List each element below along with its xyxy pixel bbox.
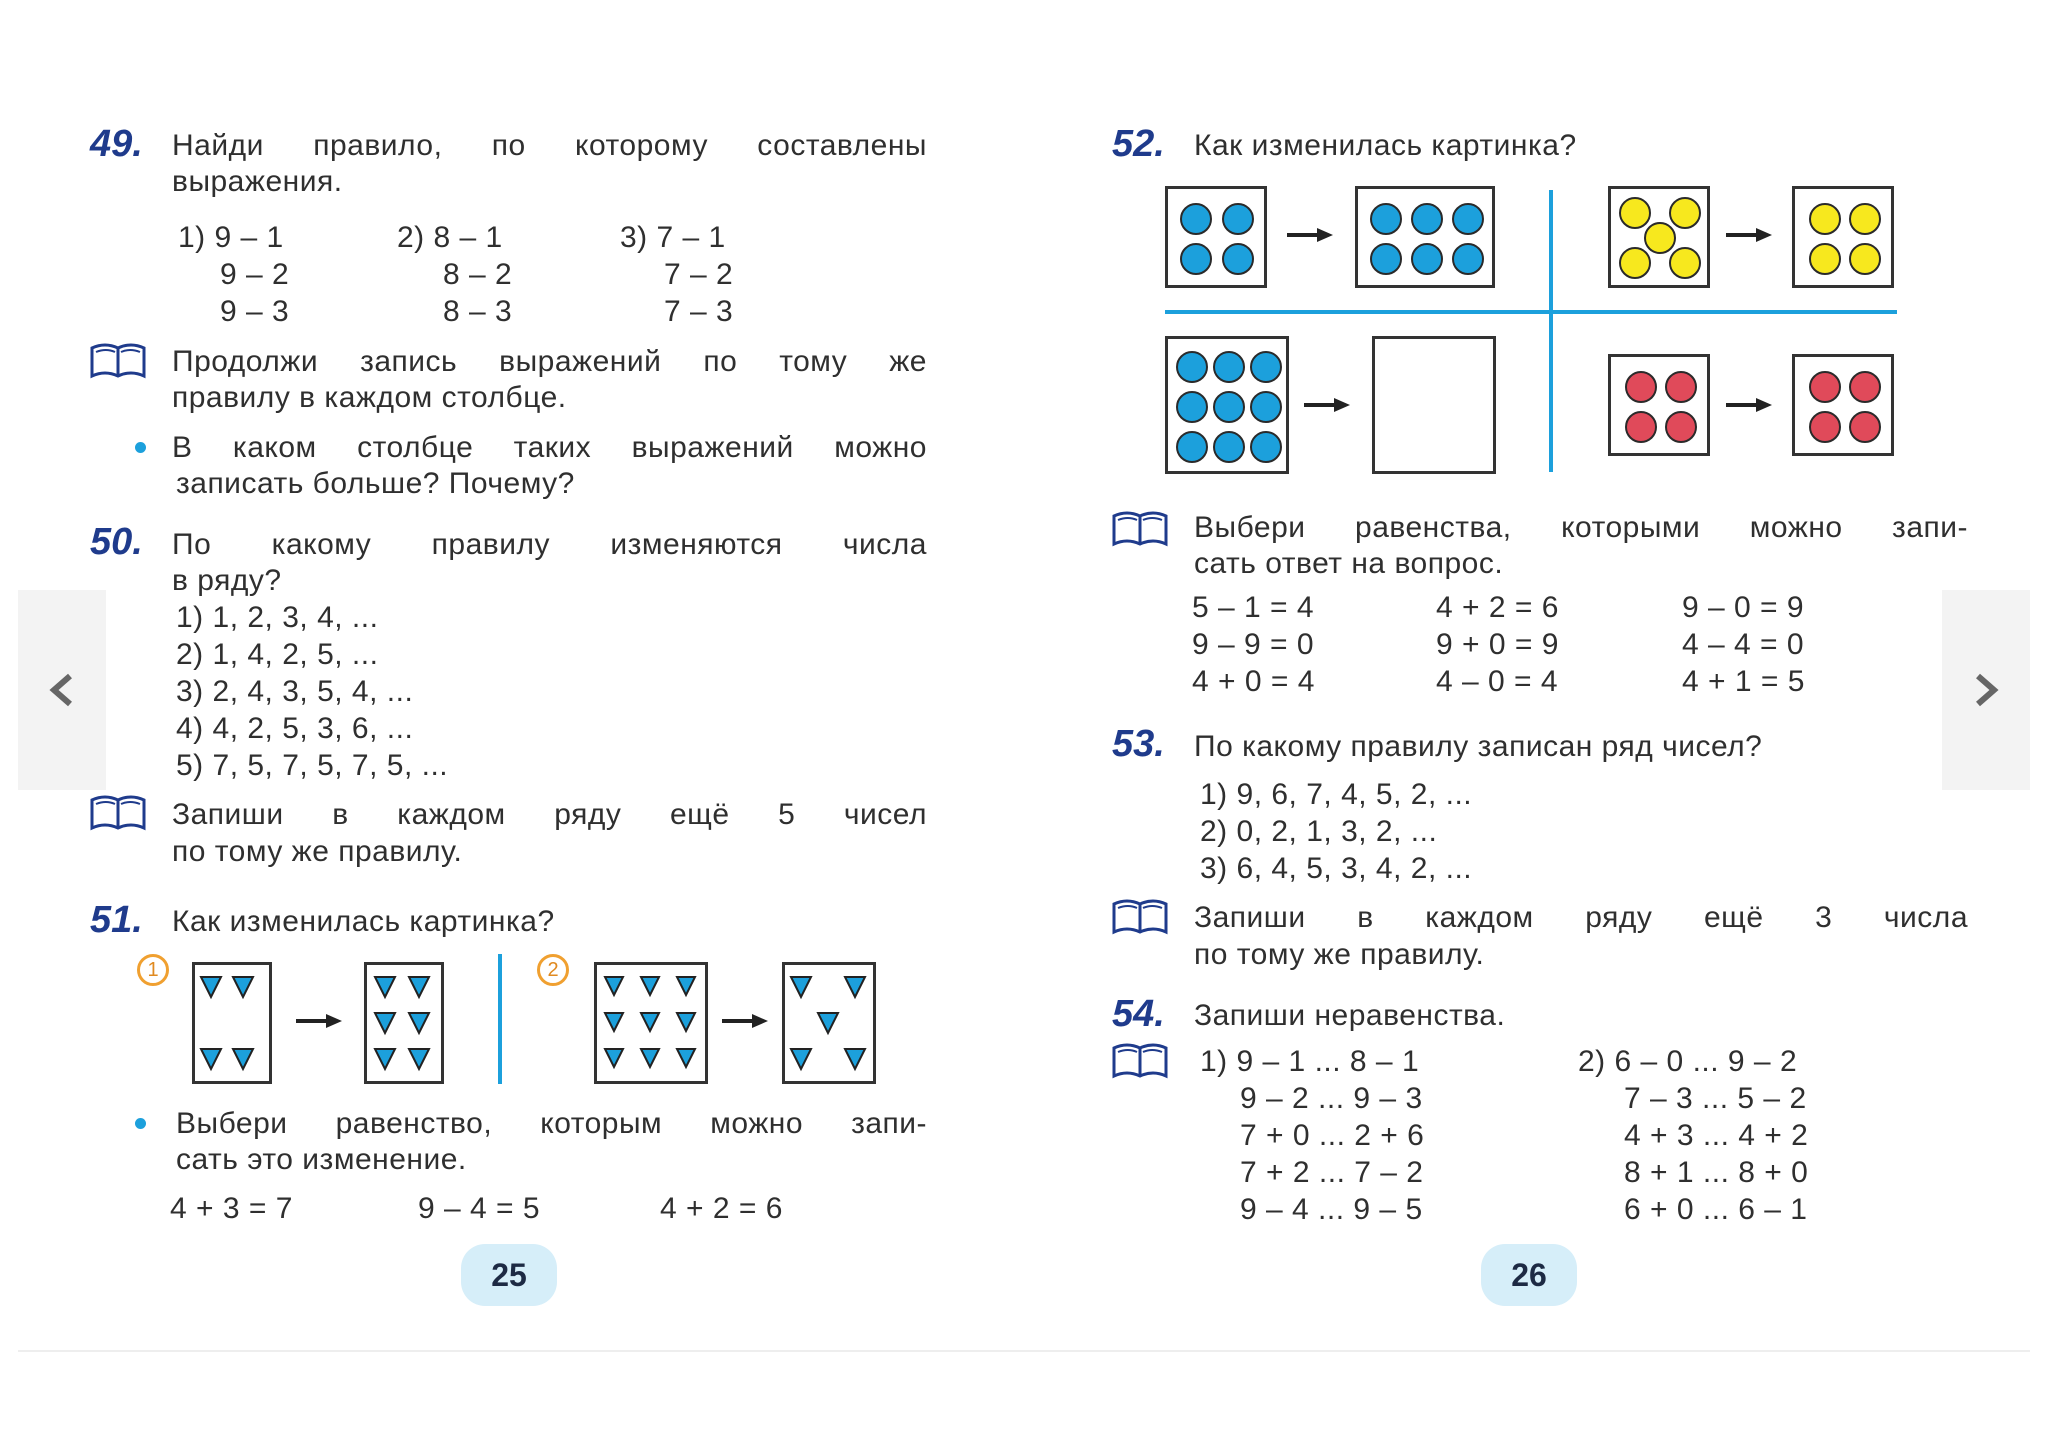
ex49-col3-row2: 7 – 2 [664, 258, 734, 291]
ex54-c2-r2: 7 – 3 ... 5 – 2 [1624, 1082, 1807, 1115]
triangles-graphic [597, 965, 705, 1081]
blue-dot [1180, 203, 1212, 235]
blue-dot [1411, 203, 1443, 235]
ex50-task-line2: по тому же правилу. [172, 835, 463, 868]
red-dot [1625, 371, 1657, 403]
blue-dot [1176, 391, 1208, 423]
arrow-right-icon [296, 1012, 342, 1030]
arrow-right-icon [1304, 396, 1350, 414]
dots-card-4-blue [1165, 186, 1267, 288]
ex51-title: Как изменилась картинка? [172, 905, 555, 938]
yellow-dot [1809, 203, 1841, 235]
chevron-right-icon [1970, 672, 2002, 708]
ex52-eq-c3-r2: 4 – 4 = 0 [1682, 628, 1805, 661]
ex53-row3: 3) 6, 4, 5, 3, 4, 2, ... [1200, 852, 1473, 885]
ex50-row4: 4) 4, 2, 5, 3, 6, ... [176, 712, 414, 745]
ex49-col2-row2: 8 – 2 [443, 258, 513, 291]
arrow-right-icon [1726, 396, 1772, 414]
triangle-card-after-2 [782, 962, 876, 1084]
red-dot [1849, 371, 1881, 403]
ex49-title-line2: выражения. [172, 165, 343, 198]
blue-dot [1180, 243, 1212, 275]
yellow-dot [1669, 247, 1701, 279]
yellow-dot [1849, 243, 1881, 275]
ex52-title: Как изменилась картинка? [1194, 129, 1577, 162]
blue-dot [1250, 391, 1282, 423]
ex50-row5: 5) 7, 5, 7, 5, 7, 5, ... [176, 749, 449, 782]
blue-dot [1250, 431, 1282, 463]
blue-dot [1176, 351, 1208, 383]
yellow-dot [1619, 247, 1651, 279]
ex51-equation-2: 9 – 4 = 5 [418, 1192, 541, 1225]
bullet-point [135, 442, 146, 453]
ex49-col1-row2: 9 – 2 [220, 258, 290, 291]
left-page [0, 0, 1022, 1350]
blue-dot [1222, 243, 1254, 275]
ex54-c2-r1: 2) 6 – 0 ... 9 – 2 [1578, 1045, 1798, 1078]
picture-label-2: 2 [537, 954, 569, 986]
exercise-51-number: 51. [90, 899, 143, 941]
red-dot [1809, 411, 1841, 443]
ex52-eq-c3-r1: 9 – 0 = 9 [1682, 591, 1805, 624]
ex53-row1: 1) 9, 6, 7, 4, 5, 2, ... [1200, 778, 1473, 811]
dots-card-4-red [1608, 354, 1710, 456]
ex49-col3-row3: 7 – 3 [664, 295, 734, 328]
ex54-c1-r3: 7 + 0 ... 2 + 6 [1240, 1119, 1425, 1152]
dots-card-6-blue [1355, 186, 1495, 288]
divider-line [498, 954, 502, 1084]
bottom-divider [18, 1350, 2030, 1352]
ex50-row2: 2) 1, 4, 2, 5, ... [176, 638, 379, 671]
arrow-right-icon [1726, 226, 1772, 244]
yellow-dot [1669, 197, 1701, 229]
dots-card-9-blue [1165, 336, 1289, 474]
red-dot [1625, 411, 1657, 443]
exercise-54-number: 54. [1112, 993, 1165, 1035]
ex53-task-line2: по тому же правилу. [1194, 938, 1485, 971]
blue-dot [1213, 351, 1245, 383]
grid-horizontal-line [1165, 310, 1897, 314]
blue-dot [1222, 203, 1254, 235]
triangle-card-after-1 [364, 962, 444, 1084]
ex50-title-line1: По какому правилу изменяются числа [172, 528, 927, 561]
ex49-col1-row3: 9 – 3 [220, 295, 290, 328]
ex52-eq-c1-r2: 9 – 9 = 0 [1192, 628, 1315, 661]
ex52-eq-c1-r1: 5 – 1 = 4 [1192, 591, 1315, 624]
ex51-equation-3: 4 + 2 = 6 [660, 1192, 783, 1225]
ex50-row1: 1) 1, 2, 3, 4, ... [176, 601, 379, 634]
dots-card-4-red-after [1792, 354, 1894, 456]
triangles-graphic [785, 965, 873, 1081]
ex49-question-line1: В каком столбце таких выражений можно [172, 431, 927, 464]
ex50-title-line2: в ряду? [172, 564, 282, 597]
ex49-title-line1: Найди правило, по которому составлены [172, 129, 927, 162]
dots-card-4-yellow [1792, 186, 1894, 288]
ex54-c1-r1: 1) 9 – 1 ... 8 – 1 [1200, 1045, 1420, 1078]
chevron-left-icon [46, 672, 78, 708]
ex50-task-line1: Запиши в каждом ряду ещё 5 чисел [172, 798, 927, 831]
ex54-c2-r3: 4 + 3 ... 4 + 2 [1624, 1119, 1809, 1152]
picture-label-1: 1 [137, 954, 169, 986]
triangle-card-before-2 [594, 962, 708, 1084]
open-book-icon [88, 792, 148, 832]
arrow-right-icon [722, 1012, 768, 1030]
ex51-equation-1: 4 + 3 = 7 [170, 1192, 293, 1225]
ex49-col1-row1: 1) 9 – 1 [178, 221, 284, 254]
yellow-dot [1849, 203, 1881, 235]
ex52-eq-c3-r3: 4 + 1 = 5 [1682, 665, 1805, 698]
ex52-eq-c2-r2: 9 + 0 = 9 [1436, 628, 1559, 661]
blue-dot [1370, 203, 1402, 235]
ex52-eq-c1-r3: 4 + 0 = 4 [1192, 665, 1315, 698]
arrow-right-icon [1287, 226, 1333, 244]
blue-dot [1213, 431, 1245, 463]
open-book-icon [1110, 508, 1170, 548]
blue-dot [1250, 351, 1282, 383]
ex52-eq-c2-r3: 4 – 0 = 4 [1436, 665, 1559, 698]
yellow-dot [1644, 222, 1676, 254]
triangles-graphic [195, 965, 269, 1081]
ex51-question-line2: сать это изменение. [176, 1143, 467, 1176]
ex54-c1-r4: 7 + 2 ... 7 – 2 [1240, 1156, 1424, 1189]
ex49-col2-row3: 8 – 3 [443, 295, 513, 328]
ex54-c2-r4: 8 + 1 ... 8 + 0 [1624, 1156, 1809, 1189]
ex50-row3: 3) 2, 4, 3, 5, 4, ... [176, 675, 414, 708]
yellow-dot [1619, 197, 1651, 229]
ex49-col3-row1: 3) 7 – 1 [620, 221, 726, 254]
red-dot [1665, 411, 1697, 443]
exercise-52-number: 52. [1112, 123, 1165, 165]
ex49-col2-row1: 2) 8 – 1 [397, 221, 503, 254]
page-number-left: 25 [461, 1244, 557, 1306]
ex52-task-line1: Выбери равенства, которыми можно запи- [1194, 511, 1968, 544]
blue-dot [1452, 243, 1484, 275]
ex49-question-line2: записать больше? Почему? [176, 467, 575, 500]
triangles-graphic [367, 965, 441, 1081]
yellow-dot [1809, 243, 1841, 275]
bullet-point [135, 1118, 146, 1129]
red-dot [1809, 371, 1841, 403]
open-book-icon [1110, 1040, 1170, 1080]
exercise-49-number: 49. [90, 123, 143, 165]
page-number-right: 26 [1481, 1244, 1577, 1306]
blue-dot [1411, 243, 1443, 275]
blue-dot [1176, 431, 1208, 463]
ex49-task-line1: Продолжи запись выражений по тому же [172, 345, 927, 378]
red-dot [1665, 371, 1697, 403]
ex53-row2: 2) 0, 2, 1, 3, 2, ... [1200, 815, 1438, 848]
ex51-question-line1: Выбери равенство, которым можно запи- [176, 1107, 927, 1140]
ex49-task-line2: правилу в каждом столбце. [172, 381, 567, 414]
ex54-c1-r2: 9 – 2 ... 9 – 3 [1240, 1082, 1423, 1115]
ex54-c1-r5: 9 – 4 ... 9 – 5 [1240, 1193, 1423, 1226]
exercise-53-number: 53. [1112, 723, 1165, 765]
blue-dot [1452, 203, 1484, 235]
blue-dot [1370, 243, 1402, 275]
grid-vertical-line [1549, 190, 1553, 472]
ex52-task-line2: сать ответ на вопрос. [1194, 547, 1504, 580]
open-book-icon [1110, 896, 1170, 936]
prev-page-button[interactable] [18, 590, 106, 790]
dots-card-5-yellow [1608, 186, 1710, 288]
ex52-eq-c2-r1: 4 + 2 = 6 [1436, 591, 1559, 624]
red-dot [1849, 411, 1881, 443]
empty-card [1372, 336, 1496, 474]
ex54-c2-r5: 6 + 0 ... 6 – 1 [1624, 1193, 1808, 1226]
ex53-title: По какому правилу записан ряд чисел? [1194, 730, 1763, 763]
blue-dot [1213, 391, 1245, 423]
ex53-task-line1: Запиши в каждом ряду ещё 3 числа [1194, 901, 1968, 934]
next-page-button[interactable] [1942, 590, 2030, 790]
ex54-title: Запиши неравенства. [1194, 999, 1506, 1032]
exercise-50-number: 50. [90, 521, 143, 563]
triangle-card-before-1 [192, 962, 272, 1084]
right-page [1022, 0, 2048, 1350]
open-book-icon [88, 340, 148, 380]
